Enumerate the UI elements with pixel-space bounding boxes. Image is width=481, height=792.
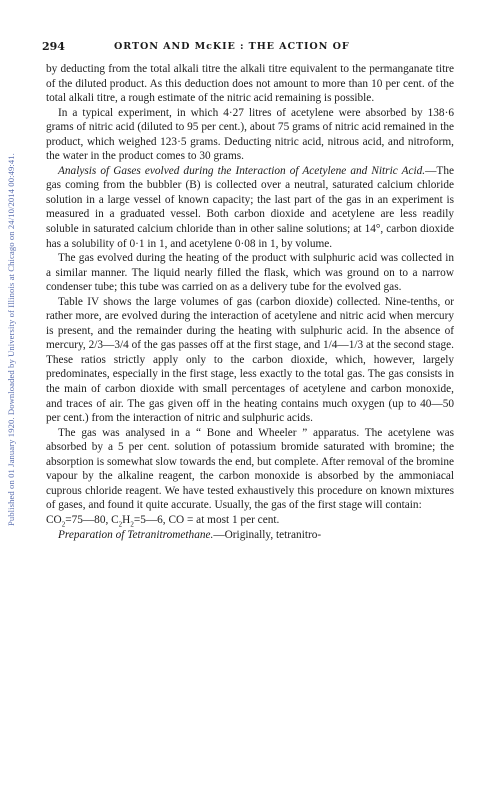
section-heading-gas-analysis: Analysis of Gases evolved during the Interaction of Acetylene and Nitric Acid.	[58, 164, 426, 177]
paragraph-3-text: —The gas coming from the bubbler (B) is collected over a neutral, saturated calcium chloride solution in a large vessel of known capacity; the last part of the gas in an experiment is measured in a graduated vessel. Both carbon dioxide and acetylene are less readily soluble in saturated calcium chloride than in other saline solutions; at 14°, carbon dioxide has a solubility of 0·1 in 1, and acetylene 0·08 in 1, by volume.	[46, 164, 454, 250]
running-header	[32, 40, 464, 62]
paragraph-7	[46, 528, 454, 543]
sidebar-publication-note: Published on 01 January 1920. Downloaded by University of Illinois at Chicago on 24/10/2014 00:49:41.	[6, 153, 16, 526]
paragraph-1: by deducting from the total alkali titre the alkali titre equivalent to the permanganate titre of the diluted product. As this deduction does not amount to more than 10 per cent. of the total alkali titre, a rough estimate of the nitric acid remaining is possible.	[46, 63, 454, 105]
paragraph-4: The gas evolved during the heating of the product with sulphuric acid was collected in a similar manner. The liquid nearly filled the flask, which was ground on to a narrow condenser tube; this tube was carried on as a delivery tube for the evolved gas.	[46, 252, 454, 294]
paragraph-3	[46, 164, 454, 251]
gas-composition-formula: $CO_2=75—80$, $C_2H_2=5—6$, CO = at most 1 per cent.	[46, 513, 280, 529]
paragraph-5: Table IV shows the large volumes of gas (carbon dioxide) collected. Nine-tenths, or rather more, are evolved during the interaction of acetylene and nitric acid when mercury is present, and the remainder during the heating with sulphuric acid. In the absence of mercury, 2/3—3/4 of the gas passes off at the first stage, and 1/4—1/3 at the second stage. These ratios strictly apply only to the carbon dioxide, which, however, largely predominates, especially in the first stage, less exactly to the total gas. The gas consists in the main of carbon dioxide with small percentages of acetylene and carbon monoxide, and traces of air. The gas given off in the heating contains much oxygen (up to 40—50 per cent.) from the interaction of nitric and sulphuric acids.	[46, 295, 454, 425]
page-number: 294	[42, 40, 65, 53]
paragraph-2: In a typical experiment, in which 4·27 litres of acetylene were absorbed by 138·6 grams of nitric acid (diluted to 95 per cent.), about 75 grams of nitric acid remained in the product, which weighed 123·5 grams. Deducting nitric acid, nitrous acid, and nitroform, the water in the product comes to 30 grams.	[46, 106, 454, 163]
section-heading-preparation: Preparation of Tetranitromethane.	[58, 528, 214, 541]
article-body	[32, 62, 464, 542]
running-title: ORTON AND McKIE : THE ACTION OF	[114, 41, 350, 52]
paragraph-6: The gas was analysed in a “ Bone and Wheeler ” apparatus. The acetylene was absorbed by a 5 per cent. solution of potassium bromide saturated with bromine; the absorption is somewhat slow towards the end, but complete. After removal of the bromine vapour by the alkaline reagent, the carbon monoxide is absorbed by the ammoniacal cuprous chloride reagent. We have tested exhaustively this procedure on known mixtures of gases, and found it quite accurate. Usually, the gas of the first stage will contain:	[46, 426, 454, 512]
page	[32, 40, 464, 542]
paragraph-7-text: —Originally, tetranitro-	[213, 528, 322, 541]
